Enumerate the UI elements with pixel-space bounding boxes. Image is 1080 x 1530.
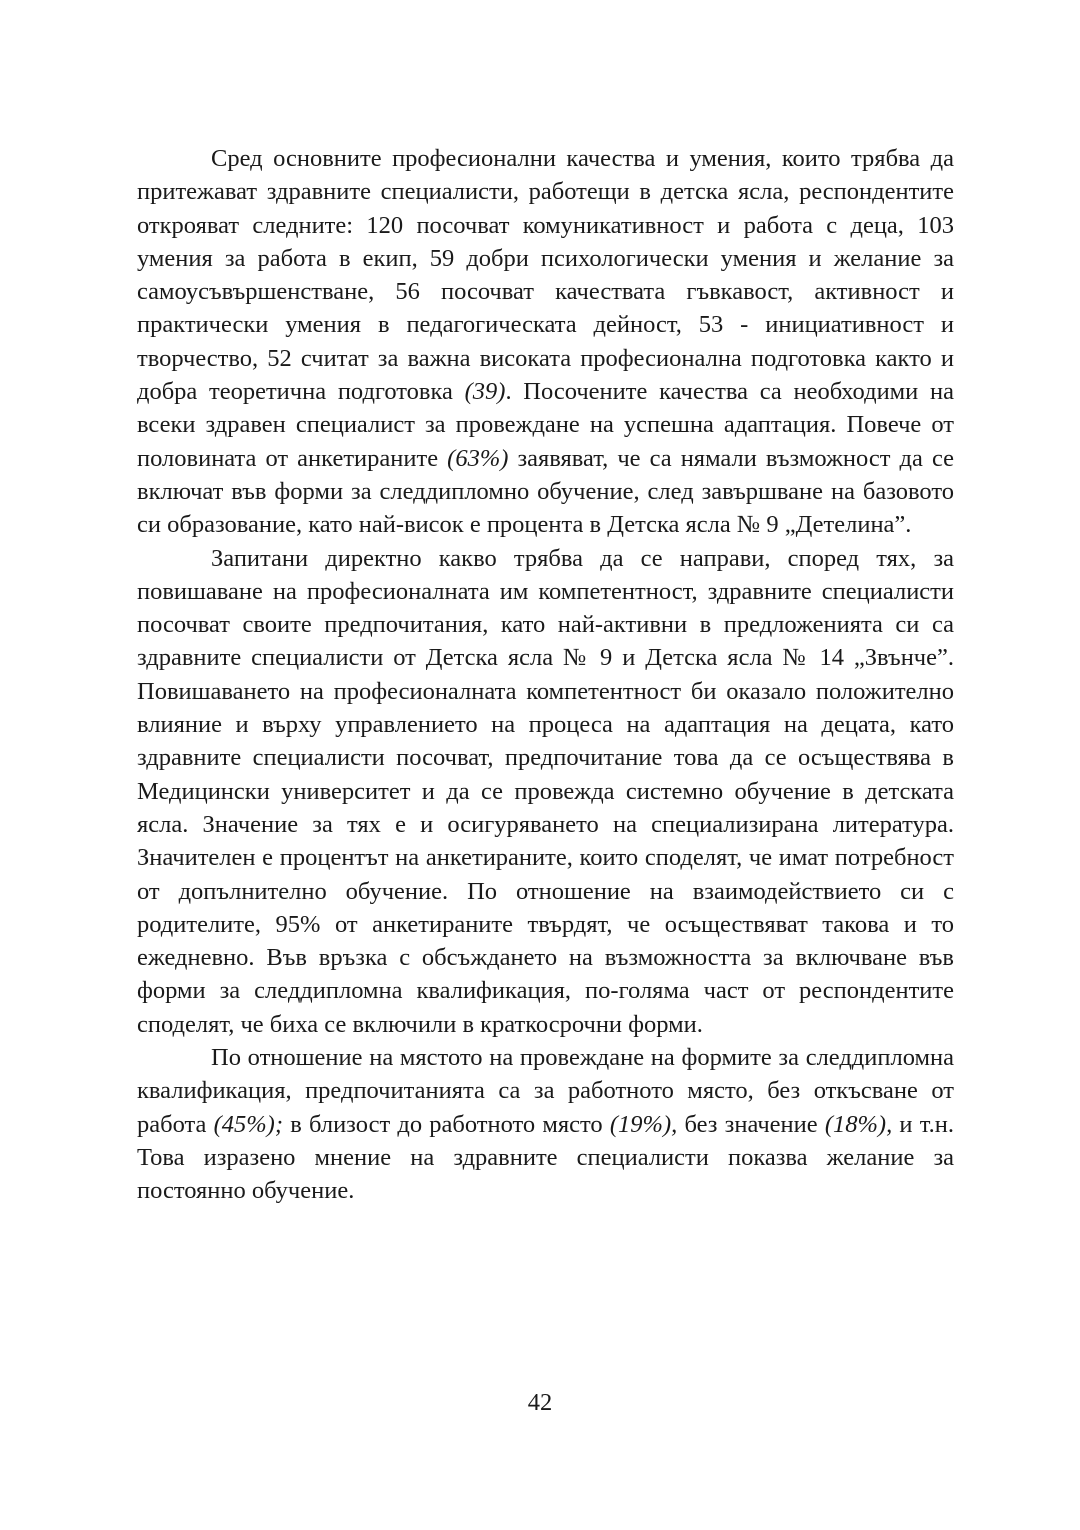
percent-19: (19%), [609,1110,678,1138]
paragraph-3-text-4: и т.н. Това изразено мнение на здравните специалисти показва желание за постоянно обучение. [137,1110,954,1205]
paragraph-2 [137,542,954,1041]
page-number: 42 [527,1389,553,1416]
percent-45: (45%); [213,1110,283,1138]
paragraph-1-text-1: Сред основните професионални качества и умения, които трябва да притежават здравните специалисти, работещи в детска ясла, респондентите открояват следните: 120 посочват комуникативност и работа с деца, 103 умения за работа в екип, 59 добри психологически умения и желание за самоусъвършенстване, 56 посочват качествата гъвкавост, активност и практически умения в педагогическата дейност, 53 - инициативност и творчество, 52 считат за важна високата професионална подготовка както и добра теоретична подготовка [137,145,954,406]
paragraph-1 [137,142,954,542]
paragraph-1-text-2: . Посочените качества са необходими на всеки здравен специалист за провеждане на успешна адаптация. Повече от половината от анкетираните [137,378,954,472]
percent-63: (63%) [447,444,509,472]
page-body [137,142,954,1208]
paragraph-1-text-3: заявяват, че са нямали възможност да се включат във форми за следдипломно обучение, след завършване на базовото си образование, като най-висок е процента в Детска ясла № 9 „Детелина”. [137,444,954,539]
citation-39: (39) [464,378,506,406]
percent-18: (18%), [824,1110,893,1138]
paragraph-3 [137,1041,954,1207]
paragraph-3-text-2: в близост до работното място [283,1110,610,1138]
paragraph-3-text-3: без значение [677,1110,825,1138]
paragraph-2-text: Запитани директно какво трябва да се направи, според тях, за повишаване на професионалната им компетентност, здравните специалисти посочват своите предпочитания, като най-активни в предложенията си са здравните специалисти от Детска ясла № 9 и Детска ясла № 14 „Звънче”. Повишаването на професионалната компетентност би оказало положително влияние и върху управлението на процеса на адаптация на децата, като здравните специалисти посочват, предпочитание това да се осъществява в Медицински университет и да се провежда системно обучение в детската ясла. Значение за тях е и осигуряването на специализирана литература. Значителен е процентът на анкетираните, които споделят, че имат потребност от допълнително обучение. По отношение на взаимодействието си с родителите, 95% от анкетираните твърдят, че осъществяват такова и то ежедневно. Във връзка с обсъждането на възможността за включване във форми за следдипломна квалификация, по-голяма част от респондентите споделят, че биха се включили в краткосрочни форми. [137,544,954,1038]
paragraph-3-text-1: По отношение на мястото на провеждане на формите за следдипломна квалификация, предпочитанията са за работното място, без откъсване от работа [137,1044,954,1138]
